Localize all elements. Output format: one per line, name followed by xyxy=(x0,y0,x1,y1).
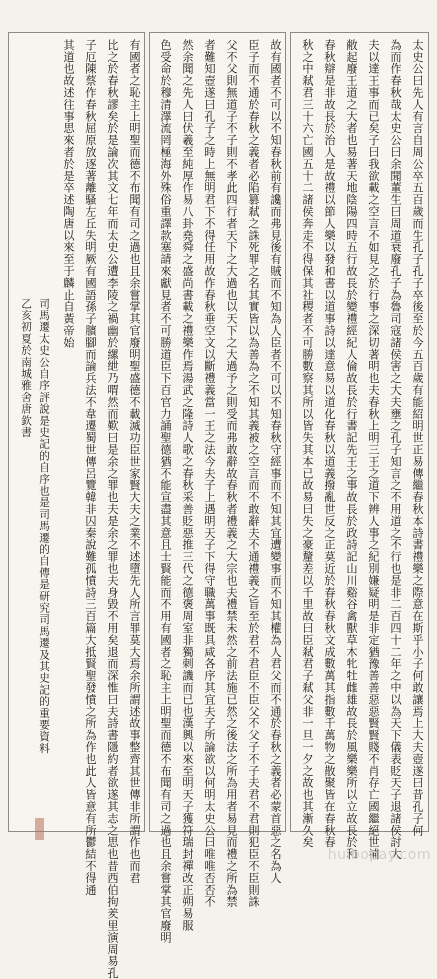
text-column: 夫以達王事而已矣子曰我欲載之空言不如見之於行事之深切著明也夫春秋上明三王之道下辨人事之紀別嫌疑明是非定猶豫善善惡惡賢賢賤不肖存亡國繼絕世補 xyxy=(367,39,380,861)
text-column: 秋之中弒君三十六亡國五十二諸侯奔走不得保其社稷者不可勝數察其所以皆失其本已故易曰失之豪釐差以千里故曰臣弒君子弒父非一旦一夕之故也其漸久矣 xyxy=(301,39,314,849)
red-seal-stamp xyxy=(35,818,44,840)
text-column: 為而作春秋哉太史公曰余聞董生曰周道衰廢孔子為魯司寇諸侯害之大夫壅之孔子知言之不用道之不行也是非二百四十二年之中以為天下儀表貶天子退諸侯討大 xyxy=(389,39,402,861)
text-column: 敝起廢王道之大者也易著天地陰陽四時五行故長於變禮經紀人倫故長於行書記先王之事故長於政詩記山川谿谷禽獸草木牝牡雌雄故長於風樂樂所以立故長於和 xyxy=(345,39,358,861)
signature-text: 乙亥初夏於南城雅舍唐欽書 xyxy=(20,298,32,439)
text-column: 春秋辯是非故長於治人是故禮以節人樂以發和書以道事詩以達意易以道化春秋以道義撥亂世反之正莫近於春秋春秋文成數萬其指數千萬物之散聚皆在春秋春 xyxy=(323,39,336,849)
text-column: 色受命於穆清澤流罔極海外殊俗重譯款塞請來獻見者不可勝道臣下百官力誦聖德猶不能宣盡其意且士賢能而不用有國者之恥主上明聖而德不布聞有司之過也且余嘗掌其官廢明 xyxy=(159,39,172,944)
text-column: 其道也故述往事思來者於是卒述陶唐以來至于麟止自黃帝始 xyxy=(62,39,75,349)
text-column: 子厄陳蔡作春秋屈原放逐著離騷左丘失明厥有國語孫子臏腳而論兵法不韋遷蜀世傳呂覽韓非囚秦說難孤憤詩三百篇大抵賢聖發憤之所為作也此人皆意有所鬱結不得通 xyxy=(84,39,97,896)
calligraphy-panel-left xyxy=(8,32,145,979)
text-column: 者難知壺遂曰孔子之時上無明君下不得任用故作春秋垂空文以斷禮義當一王之法今夫子上遇明天子下得守職萬事既具咸各序其宜夫子所論欲以何明太史公曰唯唯否否不 xyxy=(203,39,216,908)
site-watermark: huibopay.com xyxy=(327,847,431,863)
text-column: 太史公曰先人有言自周公卒五百歲而生孔子孔子卒後至於今五百歲有能紹明世正易傳繼春秋本詩書禮樂之際意在斯乎小子何敢讓焉上大夫壺遂曰昔孔子何 xyxy=(411,39,424,837)
text-column: 臣子而不通於春秋之義者必陷篡弒之誅死罪之名其實皆以為善為之不知其義被之空言而不敢辭夫不通禮義之旨至於君不君臣不臣父不父子不子夫君不君則犯臣不臣則誅 xyxy=(247,39,260,908)
calligraphy-panel-middle xyxy=(149,32,286,944)
text-column: 然余聞之先人曰伏羲至純厚作易八卦堯舜之盛尚書載之禮樂作焉湯武之隆詩人歌之春秋采善貶惡推三代之德褒周室非獨刺譏而已也漢興以來至明天子獲符瑞封禪改正朔易服 xyxy=(181,39,194,932)
colophon-text: 司馬遷太史公自序評說是史記的自序也是司馬遷的自傳是研究司馬遷及其史記的重要資料 xyxy=(38,298,50,755)
text-column: 比之於春秋謬矣於是論次其文七年而太史公遭李陵之禍幽於縲紲乃喟然而歎曰是余之罪也夫是余之罪也夫身毀不用矣退而深惟曰夫詩書隱約者欲遂其志之思也昔西伯拘羑里演周易孔 xyxy=(106,39,119,979)
text-column: 有國者之恥主上明聖而德不布聞有司之過也且余嘗掌其官廢明聖盛德不載滅功臣世家賢大夫之業不述墮先人所言罪莫大焉余所謂述故事整齊其世傳非所謂作也而君 xyxy=(128,39,141,884)
text-column: 父不父則無道子不子則不孝此四行者天下之大過也以天下之大過予之則受而弗敢辭故春秋者禮義之大宗也夫禮禁未然之前法施已然之後法之所為用者易見而禮之所為禁 xyxy=(225,39,238,908)
text-column: 故有國者不可以不知春秋前有讒而弗見後有賊而不知為人臣者不可以不知春秋守經事而不知其宜遭變事而不知其權為人君父而不通於春秋之義者必蒙首惡之名為人 xyxy=(269,39,282,884)
